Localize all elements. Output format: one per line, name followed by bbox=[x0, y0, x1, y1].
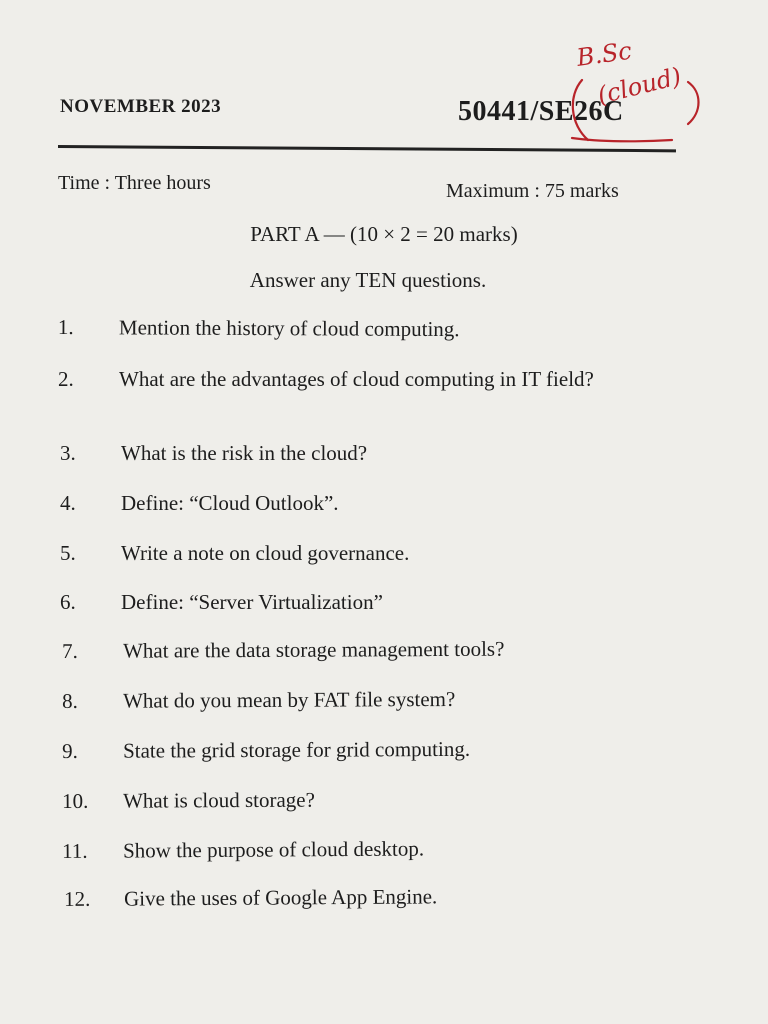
question-number: 5. bbox=[60, 541, 76, 565]
question-number: 11. bbox=[61, 838, 88, 863]
handwritten-annotation bbox=[560, 36, 710, 146]
question-text: Write a note on cloud governance. bbox=[121, 541, 410, 565]
question-number: 9. bbox=[61, 738, 78, 763]
handwritten-subject: (cloud) bbox=[594, 62, 685, 110]
question-number: 2. bbox=[58, 367, 74, 391]
question-number: 8. bbox=[61, 688, 78, 713]
question-text: What are the advantages of cloud computing in IT field? bbox=[119, 367, 594, 391]
question-number: 7. bbox=[61, 638, 78, 663]
question-number: 1. bbox=[57, 315, 74, 340]
part-a-instruction: Answer any TEN questions. bbox=[249, 268, 487, 292]
question-text: Mention the history of cloud computing. bbox=[118, 315, 460, 342]
exam-date: NOVEMBER 2023 bbox=[60, 96, 222, 117]
handwritten-degree: B.Sc bbox=[574, 36, 634, 72]
maximum-marks: Maximum : 75 marks bbox=[446, 180, 619, 202]
question-number: 6. bbox=[60, 590, 76, 614]
question-text: What is cloud storage? bbox=[122, 787, 315, 813]
question-number: 3. bbox=[60, 441, 76, 465]
question-number: 10. bbox=[61, 788, 89, 813]
question-text: State the grid storage for grid computing. bbox=[122, 736, 471, 763]
question-text: What are the data storage management tools? bbox=[122, 636, 505, 663]
exam-duration: Time : Three hours bbox=[58, 172, 211, 194]
paper-code: 50441/SE26C bbox=[458, 96, 624, 127]
question-text: Define: “Server Virtualization” bbox=[121, 590, 383, 614]
question-text: Show the purpose of cloud desktop. bbox=[122, 836, 425, 863]
question-text: What is the risk in the cloud? bbox=[121, 441, 368, 465]
question-text: Define: “Cloud Outlook”. bbox=[121, 491, 339, 515]
part-a-title: PART A — (10 × 2 = 20 marks) bbox=[250, 222, 518, 246]
question-number: 12. bbox=[63, 886, 91, 911]
question-text: Give the uses of Google App Engine. bbox=[123, 884, 438, 911]
question-number: 4. bbox=[60, 491, 76, 515]
question-text: What do you mean by FAT file system? bbox=[122, 686, 456, 713]
header-divider bbox=[58, 145, 676, 152]
